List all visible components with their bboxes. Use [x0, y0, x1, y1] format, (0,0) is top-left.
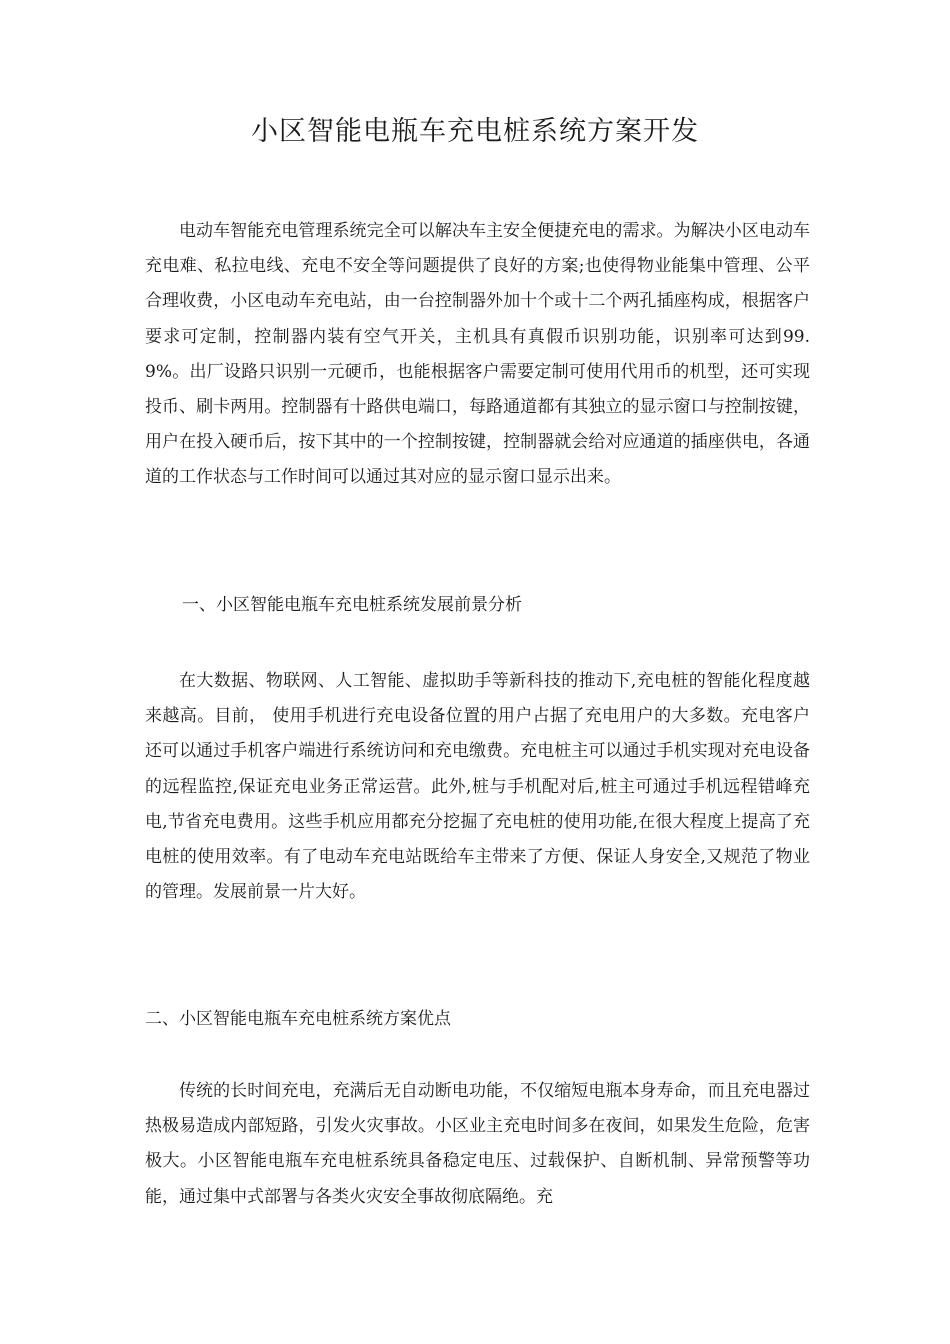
- intro-paragraph: 电动车智能充电管理系统完全可以解决车主安全便捷充电的需求。为解决小区电动车充电难、私拉电线、充电不安全等问题提供了良好的方案;也使得物业能集中管理、公平合理收费，小区电动车充电站，由一台控制器外加十个或十二个两孔插座构成，根据客户要求可定制，控制器内装有空气开关，主机具有真假币识别功能，识别率可达到99.9%。出厂设路只识别一元硬币，也能根据客户需要定制可使用代用币的机型，还可实现投币、刷卡两用。控制器有十路供电端口，每路通道都有其独立的显示窗口与控制按键，用户在投入硬币后，按下其中的一个控制按键，控制器就会给对应通道的插座供电，各通道的工作状态与工作时间可以通过其对应的显示窗口显示出来。: [145, 221, 810, 488]
- document-title: 小区智能电瓶车充电桩系统方案开发: [251, 116, 699, 147]
- section-2-heading: 二、小区智能电瓶车充电桩系统方案优点: [145, 1009, 451, 1029]
- section-1-heading: 一、小区智能电瓶车充电桩系统发展前景分析: [182, 595, 522, 615]
- section-2-paragraph: 传统的长时间充电，充满后无自动断电功能，不仅缩短电瓶本身寿命，而且充电器过热极易造成内部短路，引发火灾事故。小区业主充电时间多在夜间，如果发生危险，危害极大。小区智能电瓶车充电桩系统具备稳定电压、过载保护、自断机制、异常预警等功能，通过集中式部署与各类火灾安全事故彻底隔绝。充: [145, 1081, 810, 1207]
- section-1-paragraph: 在大数据、物联网、人工智能、虚拟助手等新科技的推动下,充电桩的智能化程度越来越高。目前， 使用手机进行充电设备位置的用户占据了充电用户的大多数。充电客户还可以通过手机客户端进行系统访问和充电缴费。充电桩主可以通过手机实现对充电设备的远程监控,保证充电业务正常运营。此外,桩与手机配对后,桩主可通过手机远程错峰充电,节省充电费用。这些手机应用都充分挖掘了充电桩的使用功能,在很大程度上提高了充电桩的使用效率。有了电动车充电站既给车主带来了方便、保证人身安全,又规范了物业的管理。发展前景一片大好。: [145, 671, 810, 903]
